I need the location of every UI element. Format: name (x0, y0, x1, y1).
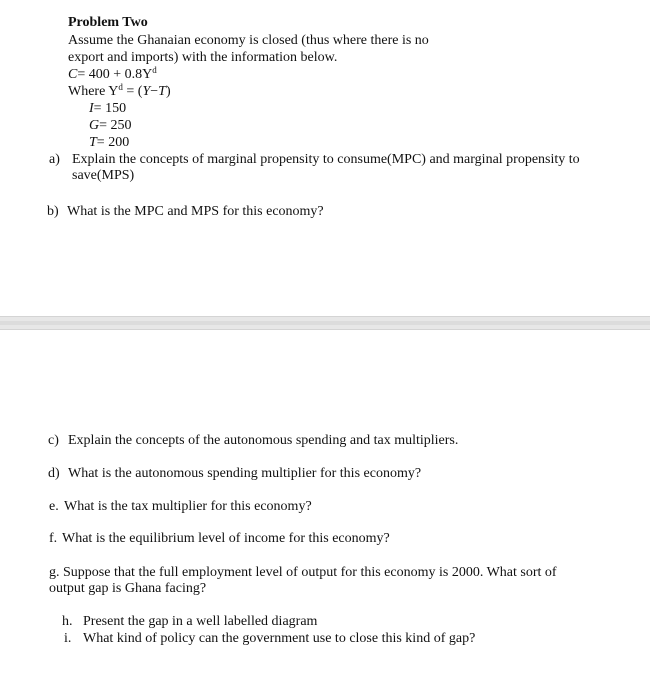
where-y: Y (142, 84, 151, 99)
question-text: What is the MPC and MPS for this economy? (67, 204, 324, 219)
given-var: I (89, 101, 94, 116)
question-label: a) (49, 152, 60, 167)
question-text-line-1: Suppose that the full employment level of output for this economy is 2000. What sort of (63, 565, 557, 580)
question-label: b) (47, 204, 59, 219)
given-taxes (89, 134, 129, 151)
where-t: T (158, 84, 166, 99)
consumption-equation (68, 66, 157, 83)
question-label: c) (48, 433, 59, 448)
consumption-var: C (68, 67, 78, 82)
given-val: = 200 (96, 135, 130, 150)
given-var: G (89, 118, 100, 133)
question-text-line-2: output gap is Ghana facing? (49, 581, 207, 596)
question-text: Explain the concepts of the autonomous spending and tax multipliers. (68, 433, 459, 448)
given-val: = 150 (93, 101, 127, 116)
question-label: d) (48, 466, 60, 481)
question-text: What kind of policy can the government use to close this kind of gap? (83, 631, 476, 646)
question-label: h. (62, 614, 73, 629)
question-text: What is the autonomous spending multiplier for this economy? (68, 466, 422, 481)
intro-line-1: Assume the Ghanaian economy is closed (thus where there is no (68, 33, 429, 48)
given-investment (89, 100, 126, 117)
given-government (89, 117, 132, 134)
page-separator (0, 316, 650, 330)
where-prefix: Where Y (68, 84, 119, 99)
disposable-income-equation (68, 83, 171, 100)
where-close: ) (165, 84, 171, 99)
page-separator-inner (0, 321, 650, 325)
question-text: What is the tax multiplier for this economy? (64, 499, 312, 514)
question-label: f. (49, 531, 58, 546)
question-text-line-1: Explain the concepts of marginal propensity to consume(MPC) and marginal propensity to (72, 152, 580, 167)
given-val: = 250 (99, 118, 132, 133)
consumption-sup: d (152, 65, 157, 75)
question-label: g. (49, 565, 60, 580)
question-label: e. (49, 499, 59, 514)
problem-title: Problem Two (68, 15, 148, 30)
question-label: i. (64, 631, 72, 646)
consumption-rhs: = 400 + 0.8Y (77, 67, 153, 82)
intro-line-2: export and imports) with the information below. (68, 50, 338, 65)
given-var: T (89, 135, 97, 150)
question-text-line-2: save(MPS) (72, 168, 135, 183)
where-sup: d (118, 82, 123, 92)
question-text: What is the equilibrium level of income for this economy? (62, 531, 390, 546)
question-text: Present the gap in a well labelled diagram (83, 614, 318, 629)
where-minus: − (150, 84, 159, 99)
where-suffix: = ( (122, 84, 143, 99)
